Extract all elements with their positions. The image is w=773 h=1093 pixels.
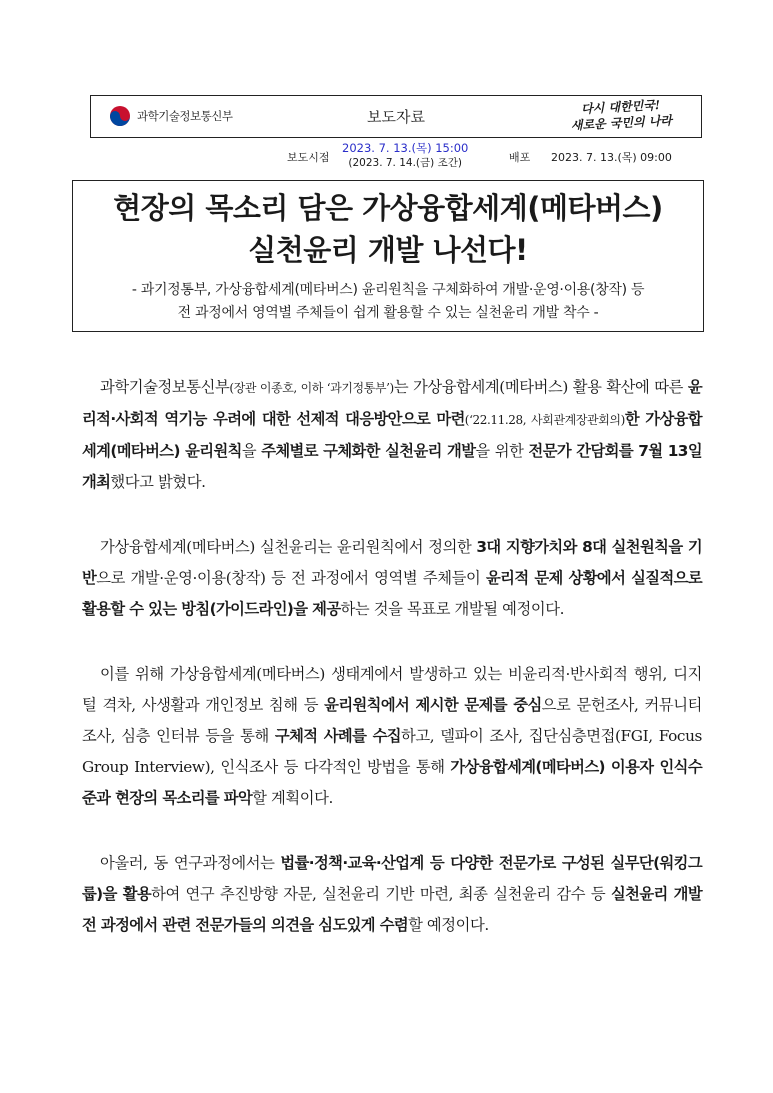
emphasis: 전문가 간담회를 7월 13일 개최	[82, 442, 703, 491]
emphasis: 법률·정책·교육·산업계 등 다양한 전문가로 구성된 실무단(워킹그룹)을 활용	[82, 854, 702, 903]
distribution-time: 2023. 7. 13.(목) 09:00	[551, 151, 672, 164]
text: 가상융합세계(메타버스) 실천윤리는 윤리원칙에서 정의한	[100, 538, 477, 556]
emphasis: 가상융합세계(메타버스) 이용자 인식수준과 현장의 목소리를 파악	[82, 758, 702, 807]
text: 했다고 밝혔다.	[110, 473, 206, 491]
text: 하는 것을 목표로 개발될 예정이다.	[340, 600, 565, 618]
text: 는 가상융합세계(메타버스) 활용 확산에 따른	[393, 378, 688, 396]
text: 으로 문헌조사, 커뮤니티 조사, 심층 인터뷰 등을 통해	[82, 696, 703, 745]
embargo-block	[342, 141, 468, 171]
paragraph-2	[82, 532, 702, 625]
text: 을	[241, 442, 262, 460]
government-slogan	[550, 95, 691, 134]
text: 할 예정이다.	[408, 916, 489, 934]
text: 하고, 델파이 조사, 집단심층면접(FGI, Focus Group Interview), 인식조사 등 다각적인 방법을 통해	[82, 727, 702, 776]
text: 을 위한	[475, 442, 529, 460]
emphasis: 실천윤리 개발 전 과정에서 관련 전문가들의 의견을 심도있게 수렴	[82, 885, 703, 934]
distribution-label: 배포	[509, 151, 531, 164]
slogan-line-1: 다시 대한민국!	[580, 97, 661, 117]
emphasis: 주체별로 구체화한 실천윤리 개발	[261, 442, 476, 460]
release-timing	[0, 141, 773, 175]
headline-box	[72, 180, 704, 332]
text-small: (장관 이종호, 이하 ‘과기정통부’)	[229, 381, 394, 395]
headline	[73, 187, 703, 271]
release-time-note: (2023. 7. 14.(금) 조간)	[348, 157, 462, 169]
paragraph-1	[82, 372, 702, 498]
ministry-name: 과학기술정보통신부	[137, 109, 233, 123]
emphasis: 윤리적·사회적 역기능 우려에 대한 선제적 대응방안으로 마련	[82, 378, 703, 428]
headline-line-1: 현장의 목소리 담은 가상융합세계(메타버스)	[113, 191, 663, 225]
text: 과학기술정보통신부	[100, 378, 230, 396]
text: 하여 연구 추진방향 자문, 실천윤리 기반 마련, 최종 실천윤리 감수 등	[151, 885, 611, 903]
release-type-title: 보도자료	[367, 108, 425, 126]
subheadline-line-2: 전 과정에서 영역별 주체들이 쉽게 활용할 수 있는 실천윤리 개발 착수 -	[177, 305, 599, 321]
subheadline	[83, 279, 693, 325]
emphasis: 3대 지향가치와 8대 실천원칙을 기반	[82, 538, 702, 587]
slogan-line-2: 새로운 국민의 나라	[570, 113, 673, 133]
text: 아울러, 동 연구과정에서는	[100, 854, 281, 872]
emphasis: 윤리원칙에서 제시한 문제를 중심	[324, 696, 542, 714]
text: 으로 개발·운영·이용(창작) 등 전 과정에서 영역별 주체들이	[96, 569, 486, 587]
release-time: 2023. 7. 13.(목) 15:00	[342, 141, 469, 155]
paragraph-3	[82, 659, 702, 814]
emphasis: 윤리적 문제 상황에서 실질적으로 활용할 수 있는 방침(가이드라인)을 제공	[82, 569, 702, 618]
headline-line-2: 실천윤리 개발 나선다!	[248, 233, 528, 267]
text: 이를 위해 가상융합세계(메타버스) 생태계에서 발생하고 있는 비윤리적·반사회적 행위, 디지털 격차, 사생활과 개인정보 침해 등	[82, 665, 702, 714]
emphasis: 구체적 사례를 수집	[274, 727, 401, 745]
text-small: (‘22.11.28, 사회관계장관회의)	[464, 413, 625, 427]
release-time-label: 보도시점	[287, 151, 330, 164]
text: 할 계획이다.	[252, 789, 333, 807]
release-header	[90, 95, 702, 138]
paragraph-4	[82, 848, 702, 941]
emphasis: 한 가상융합세계(메타버스) 윤리원칙	[82, 410, 702, 460]
article-body	[82, 372, 702, 975]
subheadline-line-1: - 과기정통부, 가상융합세계(메타버스) 윤리원칙을 구체화하여 개발·운영·이용(창작) 등	[131, 282, 645, 298]
